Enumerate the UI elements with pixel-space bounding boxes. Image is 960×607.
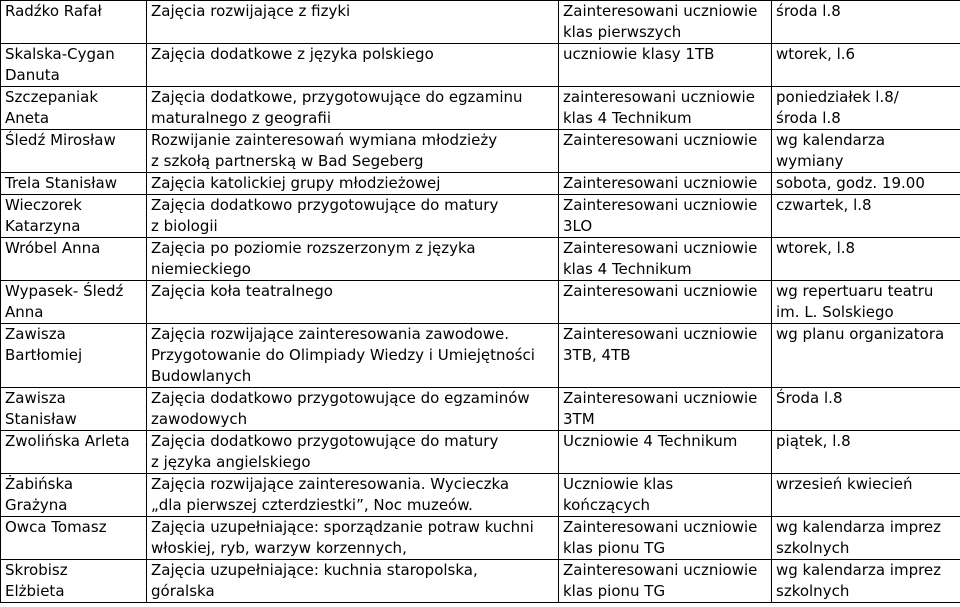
target-group-cell: uczniowie klasy 1TB bbox=[559, 44, 772, 87]
teacher-cell: Skrobisz Elżbieta bbox=[1, 560, 147, 603]
table-row bbox=[1, 324, 960, 388]
teacher-cell: Śledź Mirosław bbox=[1, 130, 147, 173]
target-group-cell: Zainteresowani uczniowie 3TM bbox=[559, 388, 772, 431]
activity-cell: Zajęcia rozwijające zainteresowania. Wycieczka „dla pierwszej czterdziestki”, Noc muzeów. bbox=[147, 474, 559, 517]
activity-cell: Zajęcia uzupełniające: sporządzanie potraw kuchni włoskiej, ryb, warzyw korzennych, bbox=[147, 517, 559, 560]
activity-cell: Zajęcia dodatkowe z języka polskiego bbox=[147, 44, 559, 87]
teacher-cell: Zwolińska Arleta bbox=[1, 431, 147, 474]
table-row bbox=[1, 560, 960, 603]
teacher-cell: Wróbel Anna bbox=[1, 238, 147, 281]
target-group-cell: zainteresowani uczniowie klas 4 Technikum bbox=[559, 87, 772, 130]
table-row bbox=[1, 281, 960, 324]
schedule-time-cell: środa l.8 bbox=[772, 1, 960, 44]
target-group-cell: Uczniowie 4 Technikum bbox=[559, 431, 772, 474]
activity-cell: Zajęcia po poziomie rozszerzonym z języka niemieckiego bbox=[147, 238, 559, 281]
activity-cell: Zajęcia dodatkowe, przygotowujące do egzaminu maturalnego z geografii bbox=[147, 87, 559, 130]
schedule-time-cell: wg planu organizatora bbox=[772, 324, 960, 388]
target-group-cell: Zainteresowani uczniowie klas 4 Technikum bbox=[559, 238, 772, 281]
target-group-cell: Zainteresowani uczniowie klas pierwszych bbox=[559, 1, 772, 44]
table-row bbox=[1, 87, 960, 130]
activity-cell: Zajęcia rozwijające zainteresowania zawodowe. Przygotowanie do Olimpiady Wiedzy i Umiejętności Budowlanych bbox=[147, 324, 559, 388]
schedule-time-cell: wg kalendarza imprez szkolnych bbox=[772, 560, 960, 603]
teacher-cell: Zawisza Bartłomiej bbox=[1, 324, 147, 388]
table-row bbox=[1, 474, 960, 517]
schedule-time-cell: poniedziałek l.8/ środa l.8 bbox=[772, 87, 960, 130]
activity-cell: Zajęcia uzupełniające: kuchnia staropolska, góralska bbox=[147, 560, 559, 603]
target-group-cell: Zainteresowani uczniowie bbox=[559, 281, 772, 324]
schedule-body bbox=[1, 1, 960, 603]
schedule-time-cell: wg kalendarza imprez szkolnych bbox=[772, 517, 960, 560]
schedule-time-cell: wtorek, l.6 bbox=[772, 44, 960, 87]
target-group-cell: Zainteresowani uczniowie 3TB, 4TB bbox=[559, 324, 772, 388]
teacher-cell: Owca Tomasz bbox=[1, 517, 147, 560]
activity-cell: Zajęcia dodatkowo przygotowujące do egzaminów zawodowych bbox=[147, 388, 559, 431]
activity-cell: Rozwijanie zainteresowań wymiana młodzieży z szkołą partnerską w Bad Segeberg bbox=[147, 130, 559, 173]
schedule-time-cell: wg repertuaru teatru im. L. Solskiego bbox=[772, 281, 960, 324]
table-row bbox=[1, 517, 960, 560]
schedule-time-cell: piątek, l.8 bbox=[772, 431, 960, 474]
schedule-time-cell: wg kalendarza wymiany bbox=[772, 130, 960, 173]
table-row bbox=[1, 195, 960, 238]
teacher-cell: Wieczorek Katarzyna bbox=[1, 195, 147, 238]
target-group-cell: Zainteresowani uczniowie klas pionu TG bbox=[559, 517, 772, 560]
schedule-time-cell: czwartek, l.8 bbox=[772, 195, 960, 238]
table-row bbox=[1, 44, 960, 87]
target-group-cell: Zainteresowani uczniowie bbox=[559, 130, 772, 173]
activity-cell: Zajęcia rozwijające z fizyki bbox=[147, 1, 559, 44]
target-group-cell: Zainteresowani uczniowie klas pionu TG bbox=[559, 560, 772, 603]
schedule-time-cell: sobota, godz. 19.00 bbox=[772, 173, 960, 195]
target-group-cell: Uczniowie klas kończących bbox=[559, 474, 772, 517]
table-row bbox=[1, 431, 960, 474]
teacher-cell: Radźko Rafał bbox=[1, 1, 147, 44]
schedule-time-cell: wrzesień kwiecień bbox=[772, 474, 960, 517]
activity-cell: Zajęcia koła teatralnego bbox=[147, 281, 559, 324]
teacher-cell: Skalska-Cygan Danuta bbox=[1, 44, 147, 87]
schedule-time-cell: wtorek, l.8 bbox=[772, 238, 960, 281]
table-row bbox=[1, 173, 960, 195]
teacher-cell: Żabińska Grażyna bbox=[1, 474, 147, 517]
activity-cell: Zajęcia dodatkowo przygotowujące do matury z biologii bbox=[147, 195, 559, 238]
teacher-cell: Szczepaniak Aneta bbox=[1, 87, 147, 130]
table-row bbox=[1, 238, 960, 281]
teacher-cell: Trela Stanisław bbox=[1, 173, 147, 195]
schedule-time-cell: Środa l.8 bbox=[772, 388, 960, 431]
teacher-cell: Wypasek- Śledź Anna bbox=[1, 281, 147, 324]
table-row bbox=[1, 388, 960, 431]
table-row bbox=[1, 130, 960, 173]
target-group-cell: Zainteresowani uczniowie bbox=[559, 173, 772, 195]
teacher-cell: Zawisza Stanisław bbox=[1, 388, 147, 431]
table-row bbox=[1, 1, 960, 44]
activity-cell: Zajęcia dodatkowo przygotowujące do matury z języka angielskiego bbox=[147, 431, 559, 474]
activity-cell: Zajęcia katolickiej grupy młodzieżowej bbox=[147, 173, 559, 195]
target-group-cell: Zainteresowani uczniowie 3LO bbox=[559, 195, 772, 238]
